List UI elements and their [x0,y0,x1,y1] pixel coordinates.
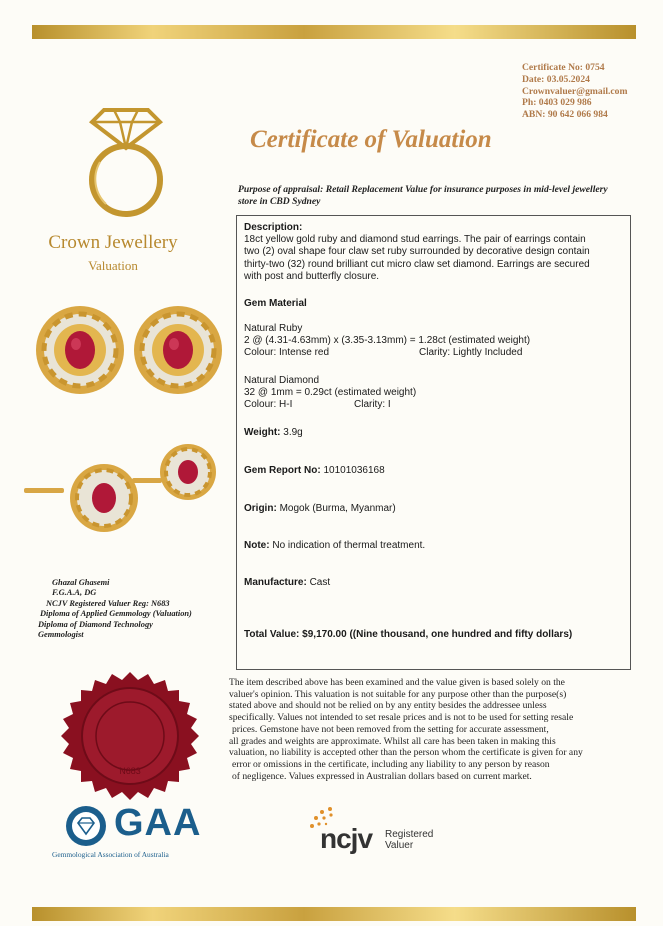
description-section [244,222,624,283]
gem-report-label: Gem Report No: [244,465,321,476]
disclaimer-line: specifically. Values not intended to set resale prices and is not to be used for setting resale [229,712,574,724]
earrings-side-photo [22,440,222,535]
origin-value: Mogok (Burma, Myanmar) [279,503,396,514]
brand-name: Crown Jewellery [48,232,178,253]
contact-phone: Ph: 0403 029 986 [522,97,592,109]
purpose-label: Purpose of appraisal: [238,184,324,195]
note-row [244,540,425,552]
earrings-front-photo [32,300,232,400]
description-line: 18ct yellow gold ruby and diamond stud earrings. The pair of earrings contain [244,234,586,246]
disclaimer-line: prices. Gemstone have not been removed from the setting for accurate assessment, [232,723,549,735]
note-value: No indication of thermal treatment. [272,540,426,551]
purpose-text: Retail Replacement Value for insurance purposes in mid-level jewellery store in CBD Sydney [238,184,608,207]
contact-abn: ABN: 90 642 066 984 [522,109,608,121]
total-label: Total Value: [244,629,300,640]
ring-logo-icon [76,92,176,222]
gaa-logo-text: GAA [114,802,202,844]
ncjv-logo-text: ncjv [320,823,373,854]
disclaimer-line: error or omissions in the certificate, including any liability to any person by reason [232,758,550,770]
weight-value: 3.9g [283,427,303,438]
disclaimer [229,677,641,782]
signer-credentials: F.G.A.A, DG [52,588,97,598]
bottom-gold-border [32,907,636,921]
top-gold-border [32,25,636,39]
signer-diploma: Diploma of Applied Gemmology (Valuation) [40,609,192,619]
diamond-section [244,375,624,411]
purpose-of-appraisal [238,184,628,208]
ruby-section [244,323,624,359]
disclaimer-line: valuation, no liability is accepted other than the person whom the certificate is given for any [229,747,583,759]
brand-subtitle: Valuation [88,258,138,273]
signer-diploma: Diploma of Diamond Technology [38,619,153,629]
total-value: $9,170.00 ((Nine thousand, one hundred and fifty dollars) [302,629,573,640]
gem-report-value: 10101036168 [323,465,385,476]
page-title: Certificate of Valuation [250,126,492,153]
ncjv-registered-valuer [385,829,433,851]
description-line: two (2) oval shape four claw set ruby surrounded by decorative design contain [244,246,590,258]
description-line: thirty-two (32) round brilliant cut micro claw set diamond. Earrings are secured [244,258,590,270]
disclaimer-line: stated above and should not be relied on by any entity besides the addressee unless [229,700,547,712]
origin-label: Origin: [244,503,277,514]
ruby-name: Natural Ruby [244,323,303,334]
ruby-colour: Colour: Intense red [244,347,330,359]
manufacture-label: Manufacture: [244,577,307,588]
weight-row [244,427,303,439]
disclaimer-line: of negligence. Values expressed in Australian dollars based on current market. [232,770,532,782]
certificate-date: Date: 03.05.2024 [522,73,590,85]
certificate-number: Certificate No: 0754 [522,62,605,73]
signer-registration: NCJV Registered Valuer Reg: N683 [46,598,170,608]
ncjv-registered: Registered [385,829,434,840]
contact-block [522,62,627,121]
seal-code: N683 [119,766,141,776]
origin-row [244,503,396,515]
description-line: with post and butterfly closure. [244,270,380,282]
description-heading: Description: [244,222,303,233]
disclaimer-line: valuer's opinion. This valuation is not suitable for any purpose other than the purpose(s) [229,688,567,700]
weight-label: Weight: [244,427,281,438]
total-value-row [244,629,572,641]
note-label: Note: [244,540,270,551]
diamond-measure: 32 @ 1mm = 0.29ct (estimated weight) [244,387,417,399]
ncjv-valuer: Valuer [385,840,414,851]
description-box [236,215,631,670]
signer-title: Gemmologist [38,630,84,640]
valuer-signature-block [32,578,192,640]
gem-report-row [244,465,385,477]
manufacture-value: Cast [309,577,331,588]
diamond-name: Natural Diamond [244,375,320,386]
ruby-measure: 2 @ (4.31-4.63mm) x (3.35-3.13mm) = 1.28ct (estimated weight) [244,335,531,347]
gaa-full-name: Gemmological Association of Australia [52,850,169,859]
disclaimer-line: all grades and weights are approximate. Whilst all care has been taken in making this [229,735,556,747]
gem-material-heading: Gem Material [244,298,307,309]
wax-seal-stamp [60,670,200,810]
signer-name: Ghazal Ghasemi [52,578,110,587]
diamond-clarity: Clarity: I [354,399,391,411]
manufacture-row [244,577,330,589]
ruby-clarity: Clarity: Lightly Included [419,347,523,359]
diamond-colour: Colour: H-I [244,399,293,411]
contact-email[interactable]: Crownvaluer@gmail.com [522,85,628,97]
disclaimer-line: The item described above has been examined and the value given is based solely on the [229,677,565,688]
gaa-diamond-icon [64,804,108,848]
